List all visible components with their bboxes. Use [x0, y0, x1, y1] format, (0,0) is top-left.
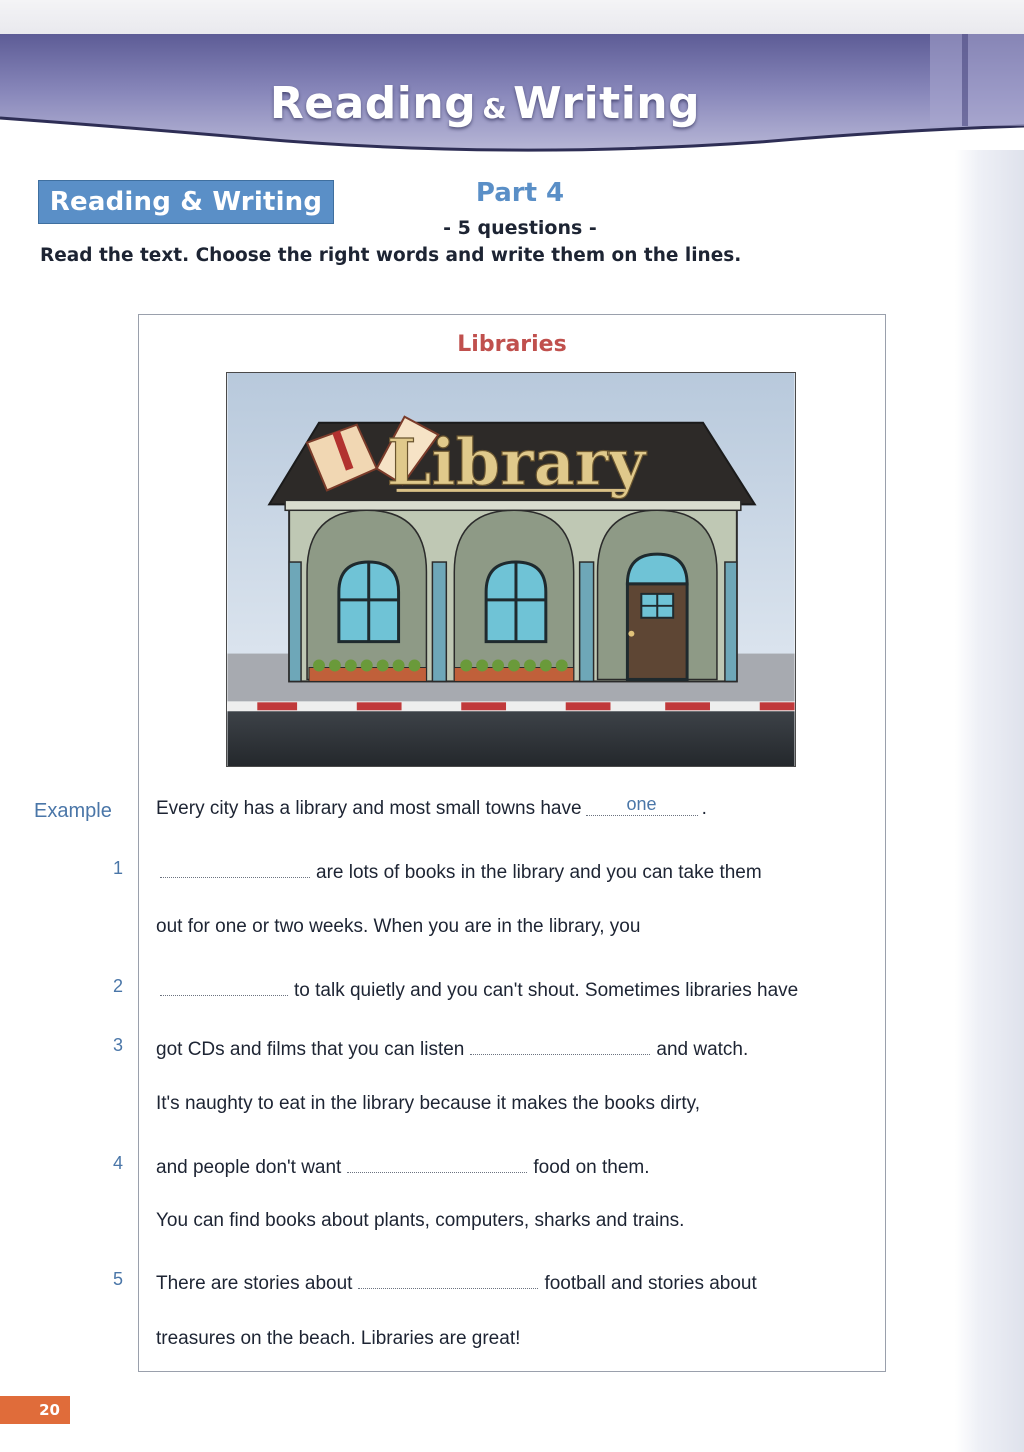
text-line-4-before: and people don't want — [156, 1157, 342, 1178]
question-number-4: 4 — [112, 1153, 123, 1173]
example-line — [156, 794, 707, 820]
example-answer: one — [586, 794, 698, 816]
text-line-5b: treasures on the beach. Libraries are great! — [156, 1328, 521, 1349]
example-end: . — [701, 798, 707, 819]
section-label: Reading & Writing — [38, 180, 334, 224]
instructions: Read the text. Choose the right words and write them on the lines. — [40, 245, 742, 266]
text-line-5-after: football and stories about — [544, 1273, 757, 1294]
text-line-1 — [156, 857, 762, 884]
answer-blank-2[interactable] — [160, 975, 288, 996]
answer-blank-5[interactable] — [358, 1268, 538, 1289]
banner-title-left: Reading — [269, 78, 477, 129]
text-line-5-before: There are stories about — [156, 1273, 353, 1294]
question-count: - 5 questions - — [443, 217, 597, 239]
reading-title: Libraries — [457, 332, 567, 357]
text-line-4 — [156, 1152, 650, 1179]
text-line-4b: You can find books about plants, computers, sharks and trains. — [156, 1210, 685, 1231]
text-line-4-after: food on them. — [533, 1157, 650, 1178]
answer-blank-4[interactable] — [347, 1152, 527, 1173]
banner-title-right: Writing — [513, 78, 701, 129]
question-number-2: 2 — [112, 976, 123, 996]
text-line-1-after: are lots of books in the library and you can take them — [316, 862, 762, 883]
library-sign-text: Library — [386, 425, 646, 501]
banner-title-amp: & — [482, 92, 508, 125]
text-line-1b: out for one or two weeks. When you are in the library, you — [156, 916, 641, 937]
page-fold-shadow — [955, 150, 1024, 1452]
text-line-2 — [156, 975, 798, 1002]
question-number-3: 3 — [112, 1035, 123, 1055]
question-number-1: 1 — [112, 858, 123, 878]
text-line-2-after: to talk quietly and you can't shout. Sometimes libraries have — [294, 980, 799, 1001]
text-line-3-after: and watch. — [656, 1039, 749, 1060]
banner-title — [0, 78, 970, 129]
library-illustration — [226, 372, 796, 767]
answer-blank-3[interactable] — [470, 1034, 650, 1055]
example-label: Example — [34, 800, 112, 822]
question-number-5: 5 — [112, 1269, 123, 1289]
example-text: Every city has a library and most small towns have — [156, 798, 582, 819]
text-line-3 — [156, 1034, 748, 1061]
answer-blank-1[interactable] — [160, 857, 310, 878]
page-number-badge: 20 — [0, 1396, 70, 1424]
top-page-strip — [0, 0, 1024, 35]
text-line-5 — [156, 1268, 757, 1295]
part-title: Part 4 — [475, 178, 565, 208]
text-line-3b: It's naughty to eat in the library because it makes the books dirty, — [156, 1093, 701, 1114]
text-line-3-before: got CDs and films that you can listen — [156, 1039, 465, 1060]
